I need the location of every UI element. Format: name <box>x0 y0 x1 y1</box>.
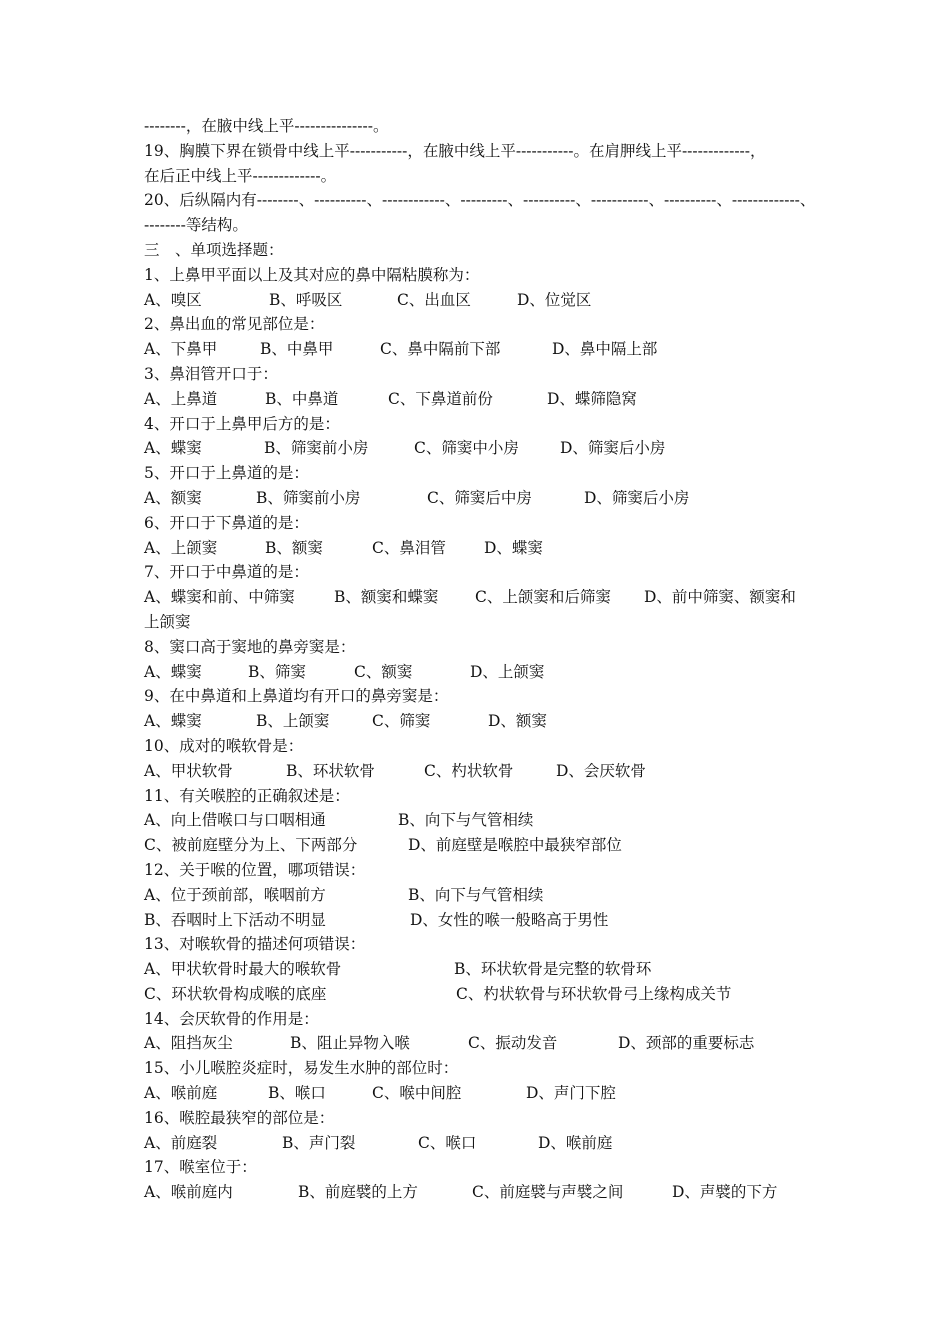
answer-option: C、杓状软骨 <box>424 761 514 780</box>
answer-option: B、环状软骨是完整的软骨环 <box>454 960 652 979</box>
option-row <box>144 1081 816 1106</box>
answer-option: D、鼻中隔上部 <box>552 340 658 359</box>
answer-option: B、额窦和蝶窦 <box>334 588 439 607</box>
answer-option: C、筛窦中小房 <box>414 439 519 458</box>
fill-in-line: --------，在腋中线上平---------------。 <box>144 117 389 135</box>
option-row <box>144 536 816 561</box>
option-row <box>144 610 816 635</box>
answer-option: A、阻挡灰尘 <box>144 1034 233 1053</box>
answer-option: A、喉前庭 <box>144 1084 218 1103</box>
answer-option: B、向下与气管相续 <box>398 811 534 830</box>
answer-option: B、声门裂 <box>282 1133 356 1152</box>
option-row <box>144 957 816 982</box>
answer-option: A、蝶窦 <box>144 662 202 681</box>
question-stem: 12、关于喉的位置，哪项错误： <box>144 860 366 879</box>
answer-option: A、上颌窦 <box>144 538 218 557</box>
answer-option: A、向上借喉口与口咽相通 <box>144 811 326 830</box>
option-row <box>144 288 816 313</box>
answer-option: A、喉前庭内 <box>144 1183 233 1202</box>
option-row <box>144 660 816 685</box>
option-row <box>144 982 816 1007</box>
answer-option: A、甲状软骨 <box>144 761 233 780</box>
answer-option: C、前庭襞与声襞之间 <box>472 1183 624 1202</box>
answer-option: B、上颌窦 <box>256 712 330 731</box>
fill-in-line: 20、后纵隔内有--------、----------、------------、---------、----------、-----------、----------、-------------、 <box>144 191 816 210</box>
answer-option: A、蝶窦 <box>144 439 202 458</box>
question-stem: 3、鼻泪管开口于： <box>144 364 278 383</box>
answer-option: B、环状软骨 <box>286 761 375 780</box>
option-row <box>144 337 816 362</box>
question-stem: 5、开口于上鼻道的是： <box>144 464 309 483</box>
answer-option: 上颌窦 <box>144 612 191 631</box>
answer-option: C、振动发音 <box>468 1034 558 1053</box>
answer-option: A、嗅区 <box>144 290 202 309</box>
answer-option: D、蝶筛隐窝 <box>547 389 637 408</box>
answer-option: A、蝶窦和前、中筛窦 <box>144 588 295 607</box>
answer-option: B、喉口 <box>268 1084 326 1103</box>
answer-option: C、被前庭壁分为上、下两部分 <box>144 836 358 855</box>
answer-option: A、下鼻甲 <box>144 340 218 359</box>
question-stem: 13、对喉软骨的描述何项错误： <box>144 935 366 954</box>
answer-option: A、前庭裂 <box>144 1133 218 1152</box>
question-stem: 9、在中鼻道和上鼻道均有开口的鼻旁窦是： <box>144 687 449 706</box>
answer-option: C、鼻泪管 <box>372 538 446 557</box>
question-stem: 16、喉腔最狭窄的部位是： <box>144 1108 335 1127</box>
answer-option: D、筛窦后小房 <box>584 488 690 507</box>
answer-option: D、声襞的下方 <box>672 1183 778 1202</box>
question-stem: 6、开口于下鼻道的是： <box>144 513 309 532</box>
answer-option: C、杓状软骨与环状软骨弓上缘构成关节 <box>456 984 732 1003</box>
question-stem: 10、成对的喉软骨是： <box>144 736 304 755</box>
question-stem: 14、会厌软骨的作用是： <box>144 1009 319 1028</box>
document-page <box>144 114 816 1205</box>
answer-option: C、筛窦 <box>372 712 431 731</box>
answer-option: C、喉中间腔 <box>372 1084 462 1103</box>
answer-option: D、声门下腔 <box>526 1084 616 1103</box>
question-stem: 15、小儿喉腔炎症时，易发生水肿的部位时： <box>144 1059 459 1078</box>
answer-option: C、喉口 <box>418 1133 477 1152</box>
option-row <box>144 808 816 833</box>
answer-option: A、蝶窦 <box>144 712 202 731</box>
option-row <box>144 387 816 412</box>
option-row <box>144 486 816 511</box>
option-row <box>144 908 816 933</box>
question-stem: 7、开口于中鼻道的是： <box>144 563 309 582</box>
answer-option: D、上颌窦 <box>470 662 545 681</box>
answer-option: D、颈部的重要标志 <box>618 1034 755 1053</box>
answer-option: A、位于颈前部，喉咽前方 <box>144 885 326 904</box>
answer-option: B、额窦 <box>265 538 323 557</box>
fill-in-line: 19、胸膜下界在锁骨中线上平-----------，在腋中线上平-----------。在肩胛线上平-------------， <box>144 141 766 160</box>
fill-in-line: --------等结构。 <box>144 216 248 235</box>
answer-option: B、呼吸区 <box>269 290 343 309</box>
answer-option: C、下鼻道前份 <box>388 389 493 408</box>
answer-option: D、喉前庭 <box>538 1133 613 1152</box>
answer-option: B、前庭襞的上方 <box>298 1183 418 1202</box>
answer-option: A、上鼻道 <box>144 389 218 408</box>
answer-option: B、阻止异物入喉 <box>290 1034 410 1053</box>
answer-option: D、额窦 <box>488 712 547 731</box>
answer-option: C、出血区 <box>397 290 471 309</box>
answer-option: B、筛窦前小房 <box>264 439 369 458</box>
answer-option: D、前中筛窦、额窦和 <box>644 588 796 607</box>
option-row <box>144 709 816 734</box>
answer-option: C、额窦 <box>354 662 413 681</box>
question-stem: 17、喉室位于： <box>144 1158 257 1177</box>
answer-option: C、鼻中隔前下部 <box>380 340 501 359</box>
answer-option: C、环状软骨构成喉的底座 <box>144 984 327 1003</box>
answer-option: B、筛窦 <box>248 662 306 681</box>
answer-option: D、筛窦后小房 <box>560 439 666 458</box>
answer-option: D、蝶窦 <box>484 538 543 557</box>
answer-option: C、筛窦后中房 <box>427 488 532 507</box>
option-row <box>144 833 816 858</box>
answer-option: C、上颌窦和后筛窦 <box>475 588 611 607</box>
answer-option: B、向下与气管相续 <box>408 885 544 904</box>
question-stem: 2、鼻出血的常见部位是： <box>144 315 325 334</box>
answer-option: B、吞咽时上下活动不明显 <box>144 910 326 929</box>
fill-in-line: 在后正中线上平-------------。 <box>144 166 337 185</box>
section-title: 三 、单项选择题： <box>144 240 284 259</box>
option-row <box>144 1180 816 1205</box>
answer-option: D、前庭壁是喉腔中最狭窄部位 <box>408 836 622 855</box>
answer-option: B、中鼻道 <box>265 389 339 408</box>
option-row <box>144 759 816 784</box>
answer-option: B、中鼻甲 <box>260 340 334 359</box>
option-row <box>144 585 816 610</box>
option-row <box>144 436 816 461</box>
answer-option: D、女性的喉一般略高于男性 <box>410 910 609 929</box>
question-stem: 4、开口于上鼻甲后方的是： <box>144 414 340 433</box>
answer-option: A、甲状软骨时最大的喉软骨 <box>144 960 342 979</box>
option-row <box>144 883 816 908</box>
option-row <box>144 1031 816 1056</box>
question-stem: 11、有关喉腔的正确叙述是： <box>144 786 350 805</box>
question-stem: 8、窦口高于窦地的鼻旁窦是： <box>144 637 356 656</box>
answer-option: D、位觉区 <box>517 290 592 309</box>
question-stem: 1、上鼻甲平面以上及其对应的鼻中隔粘膜称为： <box>144 265 480 284</box>
answer-option: B、筛窦前小房 <box>256 488 361 507</box>
answer-option: A、额窦 <box>144 488 202 507</box>
answer-option: D、会厌软骨 <box>556 761 646 780</box>
option-row <box>144 1131 816 1156</box>
